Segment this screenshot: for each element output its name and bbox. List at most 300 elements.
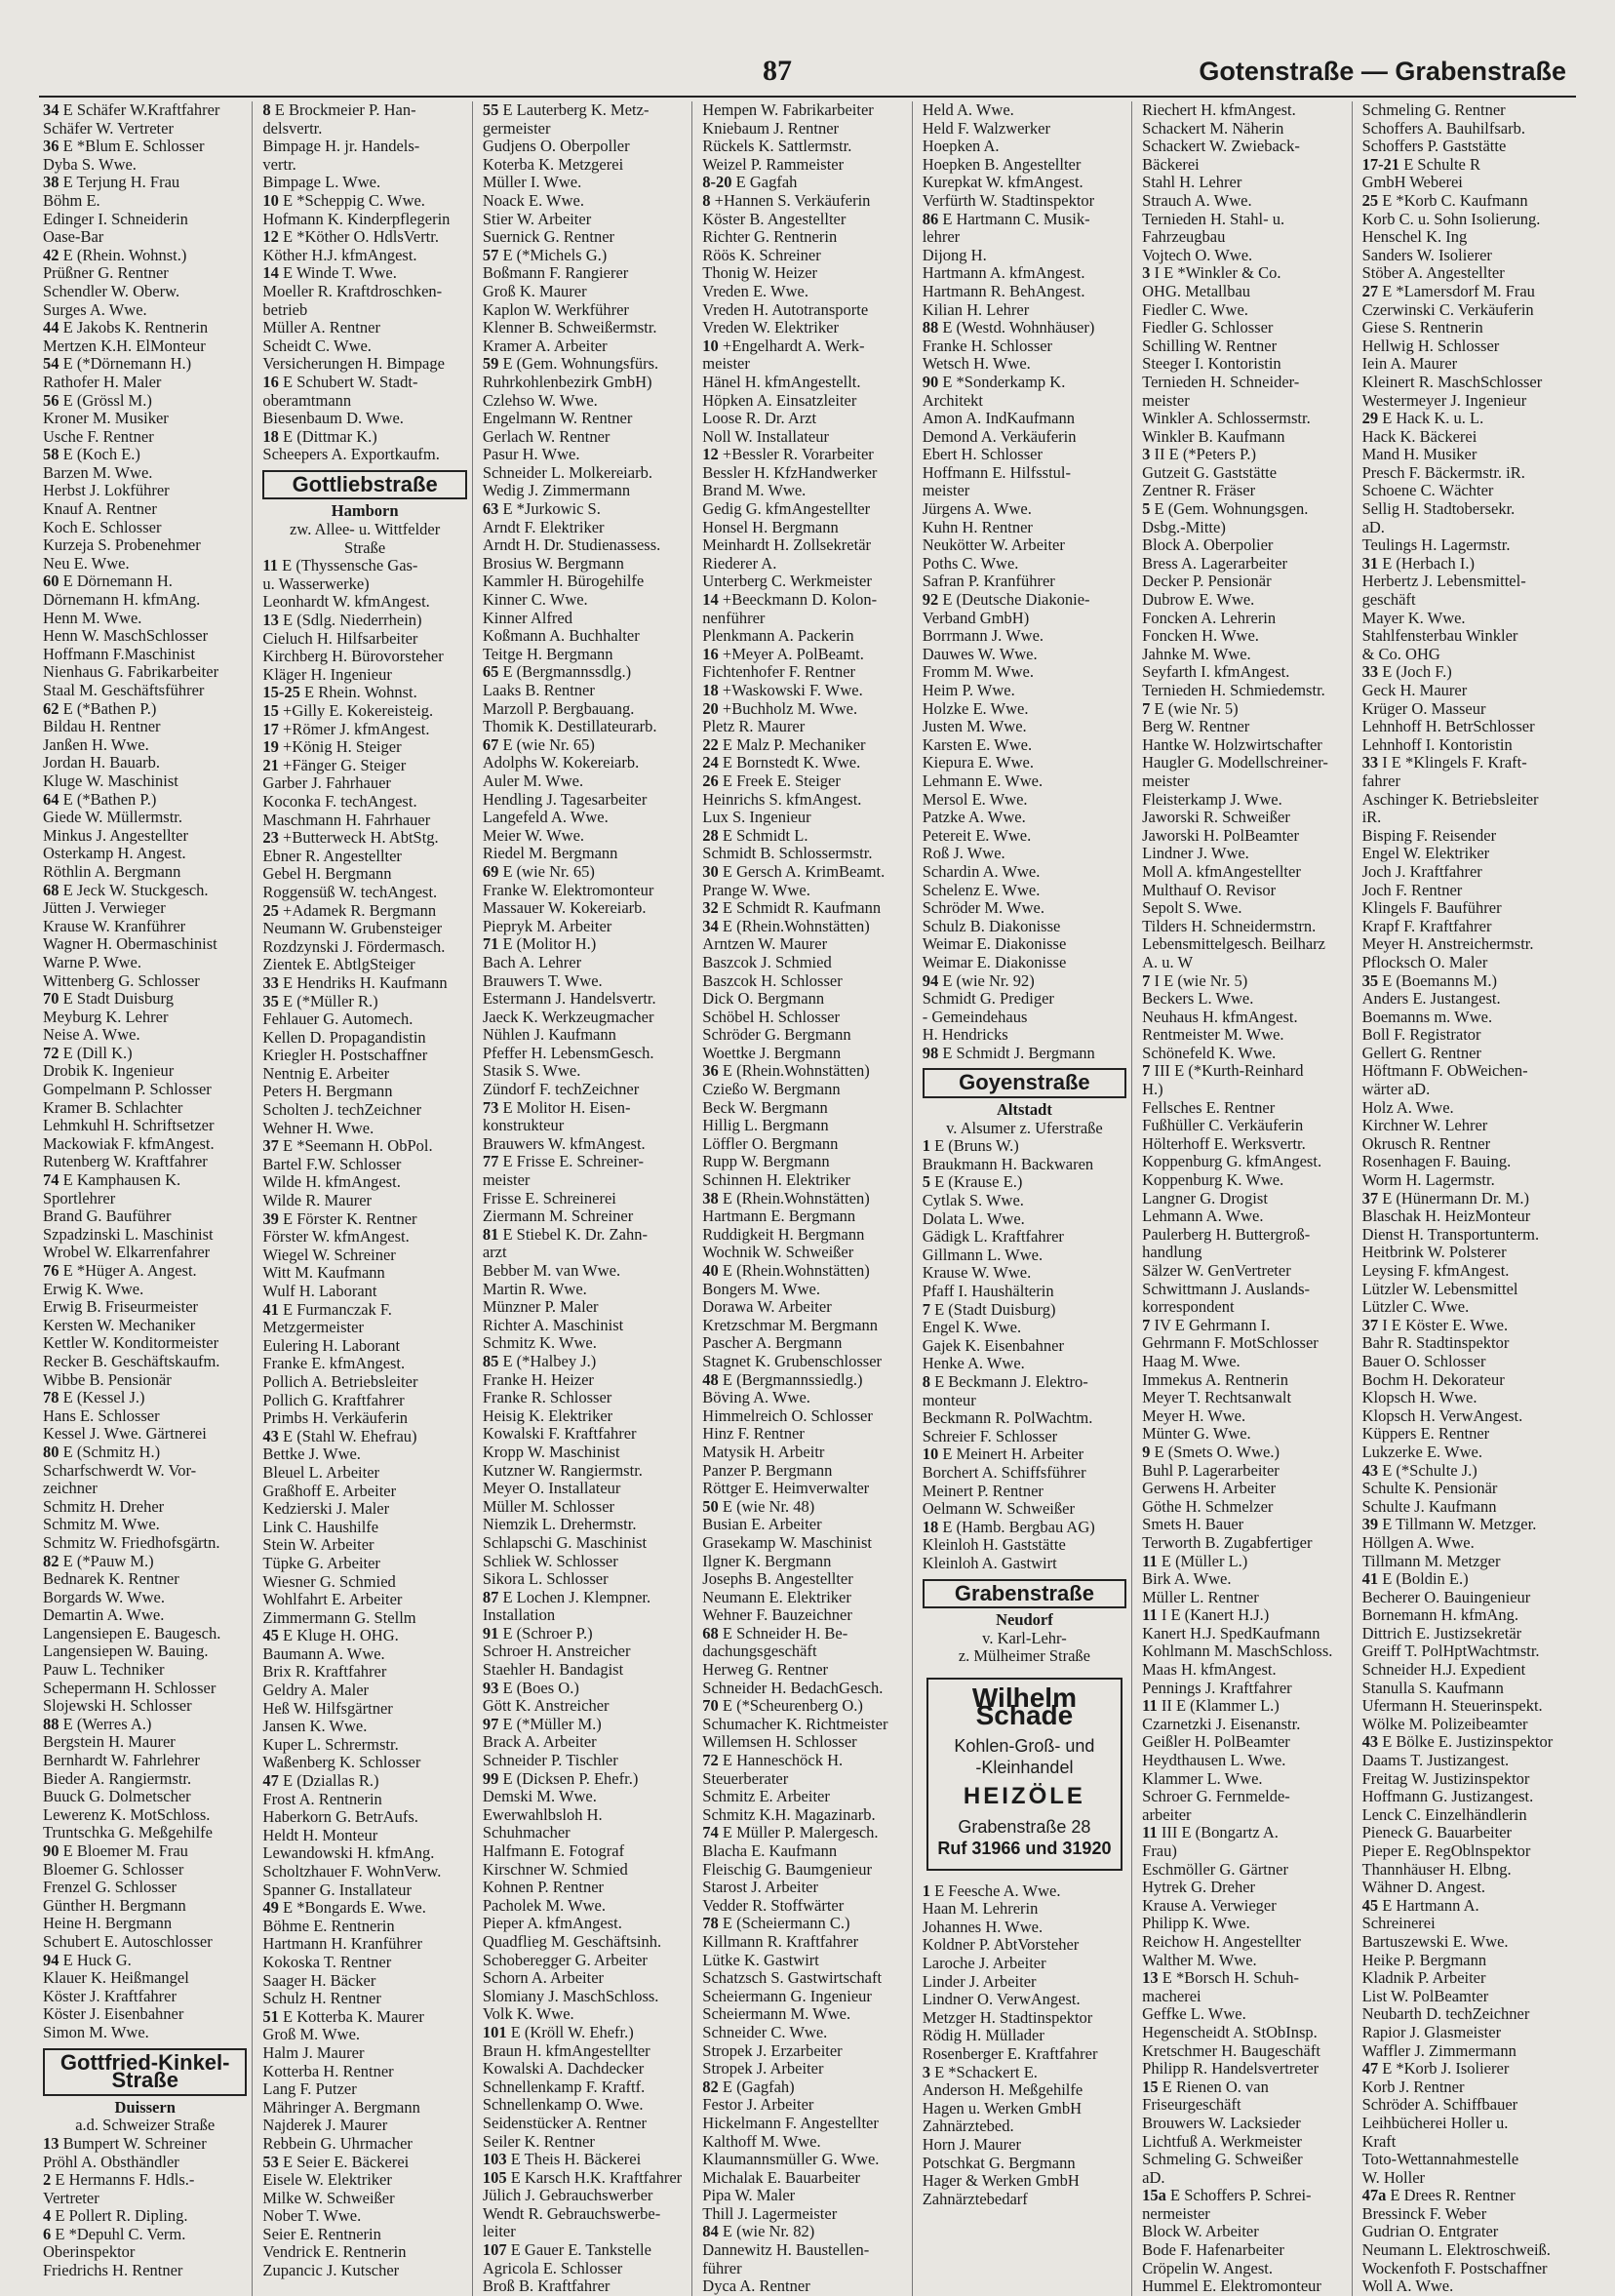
entry-text: E Pollert R. Dipling.	[55, 2206, 188, 2226]
house-number: 71	[482, 934, 499, 954]
house-number: 54	[43, 354, 59, 374]
house-number: 3	[1142, 445, 1151, 464]
entry-text: Wedig J. Zimmermann	[482, 481, 631, 500]
directory-entry	[43, 1281, 247, 1299]
directory-entry	[1142, 374, 1346, 392]
directory-entry	[262, 1972, 466, 1991]
directory-entry	[483, 428, 687, 447]
directory-entry	[43, 1625, 247, 1643]
directory-entry	[262, 702, 466, 721]
entry-text: Koppenburg G. kfmAngest.	[1142, 1152, 1322, 1171]
directory-entry	[1142, 1879, 1346, 1897]
directory-entry	[1362, 1680, 1567, 1698]
entry-text: Bochm H. Dekorateur	[1361, 1369, 1505, 1389]
entry-text: E Bölke E. Justizinspektor	[1382, 1732, 1554, 1752]
entry-text: Wehner F. Bauzeichner	[702, 1605, 852, 1625]
directory-entry	[483, 1879, 687, 1897]
house-number: 11	[1142, 1823, 1158, 1842]
directory-entry	[483, 682, 687, 700]
entry-text: Prange W. Wwe.	[702, 880, 810, 899]
entry-text: Schroer G. Fernmelde-	[1142, 1787, 1290, 1806]
directory-entry	[262, 1010, 466, 1029]
house-number: 77	[482, 1152, 499, 1171]
entry-text: Bumpert W. Schreiner	[62, 2133, 207, 2153]
directory-entry	[483, 1226, 687, 1245]
house-number: 78	[43, 1388, 59, 1407]
directory-entry	[483, 174, 687, 192]
directory-entry	[262, 1519, 466, 1537]
directory-entry	[43, 1099, 247, 1118]
directory-entry	[483, 1009, 687, 1027]
directory-entry	[923, 1428, 1126, 1446]
directory-entry	[923, 1464, 1126, 1483]
house-number: 45	[1361, 1895, 1379, 1915]
entry-text: Wilde H. kfmAngest.	[262, 1172, 401, 1192]
entry-text: Schliek W. Schlosser	[482, 1551, 618, 1570]
house-number: 13	[43, 2133, 59, 2153]
entry-text: Kessel J. Wwe. Gärtnerei	[43, 1424, 207, 1444]
directory-entry	[923, 446, 1126, 464]
entry-text: Pflocksch O. Maler	[1361, 952, 1488, 971]
entry-text: Engel W. Elektriker	[1361, 844, 1490, 863]
directory-entry	[43, 1081, 247, 1099]
directory-entry	[483, 663, 687, 682]
directory-entry	[262, 1392, 466, 1410]
entry-text: Link C. Haushilfe	[262, 1517, 379, 1536]
directory-entry	[262, 2063, 466, 2081]
directory-entry	[483, 935, 687, 954]
entry-text: Willemsen H. Schlosser	[702, 1732, 857, 1752]
directory-entry	[483, 1643, 687, 1661]
directory-column	[483, 101, 692, 2296]
directory-entry	[702, 610, 906, 628]
directory-entry	[1362, 355, 1567, 374]
entry-text: E *Jurkowic S.	[502, 499, 601, 519]
entry-text: E (Molitor H.)	[502, 934, 597, 954]
house-number: 8	[262, 100, 271, 119]
entry-text: aD.	[1361, 517, 1385, 536]
directory-entry	[1362, 2060, 1567, 2078]
directory-entry	[1362, 1444, 1567, 1462]
directory-columns	[43, 100, 1572, 2296]
directory-entry	[483, 1570, 687, 1589]
entry-text: Krapf F. Kraftfahrer	[1361, 916, 1492, 935]
entry-text: +Fänger G. Steiger	[283, 755, 407, 774]
entry-text: Steeger I. Kontoristin	[1142, 354, 1281, 374]
directory-entry	[1142, 1553, 1346, 1571]
directory-entry	[923, 899, 1126, 918]
entry-text: Peters H. Bergmann	[262, 1082, 393, 1101]
directory-entry	[923, 500, 1126, 519]
directory-entry	[702, 990, 906, 1009]
directory-entry	[1142, 1680, 1346, 1698]
entry-text: +Hannen S. Verkäuferin	[714, 190, 871, 210]
directory-entry	[43, 464, 247, 483]
directory-entry	[483, 1171, 687, 1190]
directory-entry	[483, 1553, 687, 1571]
directory-entry	[1362, 319, 1567, 337]
entry-text: Joch F. Rentner	[1361, 880, 1463, 899]
entry-text: Dörnemann H. kfmAng.	[43, 590, 201, 610]
directory-entry	[1142, 1062, 1346, 1081]
directory-entry	[702, 2205, 906, 2224]
house-number: 14	[702, 590, 719, 610]
entry-text: Heinrichs S. kfmAngest.	[702, 789, 862, 809]
entry-text: E Seier E. Bäckerei	[283, 2152, 410, 2171]
entry-text: Heim P. Wwe.	[922, 681, 1015, 699]
directory-entry	[262, 1663, 466, 1682]
entry-text: Paulerberg H. Buttergroß-	[1142, 1224, 1311, 1244]
entry-text: Ewerwahlbsloh H.	[482, 1804, 603, 1824]
entry-text: Hickelmann F. Angestellter	[702, 2113, 879, 2132]
entry-text: Gedig G. kfmAngestellter	[702, 499, 871, 519]
directory-entry	[43, 791, 247, 810]
entry-text: Gött K. Anstreicher	[482, 1696, 610, 1716]
directory-entry	[1142, 536, 1346, 555]
entry-text: Herbertz J. Lebensmittel-	[1361, 572, 1526, 591]
entry-text: meister	[482, 1170, 531, 1190]
entry-text: Friedrichs H. Rentner	[43, 2261, 183, 2280]
entry-text: Krause W. Kranführer	[43, 916, 186, 935]
directory-entry	[43, 1879, 247, 1897]
directory-entry	[43, 700, 247, 719]
street-heading: Grabenstraße	[923, 1579, 1126, 1609]
entry-text: Göthe H. Schmelzer	[1142, 1496, 1274, 1516]
directory-entry	[1362, 935, 1567, 954]
directory-entry	[702, 682, 906, 700]
house-number: 18	[702, 681, 719, 699]
directory-entry	[1362, 120, 1567, 139]
entry-text: Strauch A. Wwe.	[1142, 190, 1252, 210]
entry-text: Pieper A. kfmAngest.	[482, 1914, 622, 1933]
directory-entry	[1142, 718, 1346, 736]
directory-entry	[483, 1062, 687, 1081]
entry-text: E Schneider H. Be-	[722, 1623, 848, 1643]
directory-entry	[923, 610, 1126, 628]
directory-entry	[923, 555, 1126, 574]
directory-entry	[43, 1553, 247, 1571]
entry-text: Heß W. Hilfsgärtner	[262, 1698, 393, 1718]
directory-entry	[702, 1045, 906, 1063]
entry-text: E Feesche A. Wwe.	[934, 1880, 1061, 1900]
entry-text: Joch J. Kraftfahrer	[1361, 861, 1482, 881]
district-name: Hamborn	[331, 501, 399, 521]
entry-text: Jordan H. Bauarb.	[43, 753, 161, 772]
entry-text: E Kluge H. OHG.	[283, 1626, 399, 1645]
entry-text: Fellsches E. Rentner	[1142, 1097, 1276, 1117]
entry-text: Fußhüller C. Verkäuferin	[1142, 1116, 1304, 1135]
directory-entry	[923, 1392, 1126, 1410]
directory-entry	[483, 1516, 687, 1534]
directory-entry	[923, 646, 1126, 664]
directory-entry	[1362, 1969, 1567, 1988]
directory-entry	[702, 374, 906, 392]
house-number: 23	[262, 828, 279, 848]
house-number: 3	[1142, 263, 1151, 283]
entry-text: E (Krause E.)	[934, 1172, 1023, 1192]
entry-text: Cytlak S. Wwe.	[922, 1191, 1024, 1210]
directory-entry	[923, 2172, 1126, 2191]
directory-entry	[43, 1897, 247, 1916]
directory-entry	[262, 902, 466, 921]
directory-entry	[1362, 1589, 1567, 1607]
entry-text: E *Korb J. Isolierer	[1382, 2059, 1510, 2078]
entry-text: Moll A. kfmAngestellter	[1142, 861, 1301, 881]
directory-entry	[702, 1407, 906, 1426]
entry-text: Schulz H. Rentner	[262, 1989, 381, 2008]
directory-entry	[923, 1009, 1126, 1027]
entry-text: E Malz P. Mechaniker	[722, 734, 866, 754]
entry-text: Primbs H. Verkäuferin	[262, 1408, 409, 1428]
directory-entry	[43, 337, 247, 356]
house-number: 99	[482, 1768, 499, 1788]
entry-text: Bongers M. Wwe.	[702, 1279, 820, 1298]
directory-entry	[483, 1915, 687, 1933]
directory-entry	[702, 1879, 906, 1897]
entry-text: Wockenfoth F. Postschaffner	[1361, 2258, 1548, 2277]
entry-text: Anders E. Justangest.	[1361, 989, 1501, 1009]
directory-entry	[702, 1806, 906, 1825]
directory-entry	[1142, 1117, 1346, 1135]
entry-text: Fleisterkamp J. Wwe.	[1142, 789, 1282, 809]
directory-entry	[1362, 301, 1567, 320]
directory-entry	[43, 1969, 247, 1988]
entry-text: E Theis H. Bäckerei	[510, 2150, 642, 2169]
directory-entry	[262, 956, 466, 974]
directory-entry	[483, 954, 687, 972]
entry-text: Petereit E. Wwe.	[922, 825, 1032, 845]
directory-entry	[1362, 1281, 1567, 1299]
directory-entry	[1142, 2241, 1346, 2260]
entry-text: Gebel H. Bergmann	[262, 864, 392, 884]
entry-text: Pollich A. Betriebsleiter	[262, 1371, 418, 1391]
directory-entry	[262, 1047, 466, 1065]
directory-entry	[1362, 536, 1567, 555]
entry-text: Kellen D. Propagandistin	[262, 1027, 426, 1047]
entry-text: Fiedler G. Schlosser	[1142, 318, 1274, 337]
house-number: 76	[43, 1261, 59, 1280]
entry-text: Brand G. Bauführer	[43, 1207, 172, 1226]
entry-text: Okrusch R. Rentner	[1361, 1133, 1491, 1153]
entry-text: E (wie Nr. 92)	[942, 970, 1035, 990]
directory-entry	[1362, 1643, 1567, 1661]
house-number: 72	[43, 1043, 59, 1062]
directory-entry	[43, 736, 247, 755]
directory-entry	[1362, 1480, 1567, 1498]
directory-entry	[262, 1120, 466, 1138]
directory-entry	[1362, 663, 1567, 682]
entry-text: Borchert A. Schiffsführer	[922, 1462, 1086, 1482]
directory-entry	[1362, 2024, 1567, 2042]
directory-entry	[43, 1806, 247, 1825]
entry-text: E (Bergmannssdlg.)	[502, 662, 632, 682]
entry-text: Gellert G. Rentner	[1361, 1043, 1481, 1062]
entry-text: Karsten E. Wwe.	[922, 734, 1033, 754]
house-number: 36	[43, 137, 59, 156]
entry-text: Nienhaus G. Fabrikarbeiter	[43, 662, 219, 682]
entry-text: meister	[1142, 390, 1190, 410]
directory-entry	[262, 1754, 466, 1772]
entry-text: Lindner J. Wwe.	[1142, 844, 1249, 863]
directory-entry	[483, 1897, 687, 1916]
directory-entry	[1142, 1353, 1346, 1371]
directory-entry	[1142, 2260, 1346, 2278]
directory-entry	[483, 500, 687, 519]
entry-text: Volk K. Wwe.	[482, 2004, 574, 2024]
entry-text: Tilders H. Schneidermstrn.	[1142, 916, 1317, 935]
entry-text: iR.	[1361, 808, 1382, 827]
directory-entry	[1142, 663, 1346, 682]
directory-entry	[43, 1062, 247, 1081]
entry-text: E Gersch A. KrimBeamt.	[722, 861, 886, 881]
directory-entry	[262, 829, 466, 848]
entry-text: Schröder M. Wwe.	[922, 898, 1044, 918]
directory-entry	[43, 972, 247, 991]
directory-entry	[262, 1137, 466, 1156]
directory-entry	[43, 1697, 247, 1716]
directory-entry	[43, 120, 247, 139]
entry-text: Braun H. kfmAngestellter	[482, 2040, 650, 2060]
directory-entry	[1362, 283, 1567, 301]
directory-entry	[483, 1099, 687, 1118]
directory-entry	[262, 174, 466, 192]
entry-text: Czlehso W. Wwe.	[482, 390, 598, 410]
entry-text: Gehrmann F. MotSchlosser	[1142, 1333, 1319, 1353]
entry-text: Schröder G. Bergmann	[702, 1025, 851, 1045]
directory-entry	[1362, 337, 1567, 356]
directory-entry	[43, 228, 247, 247]
entry-text: Bisping F. Reisender	[1361, 825, 1497, 845]
entry-text: Ruddigkeit H. Bergmann	[702, 1224, 865, 1244]
entry-text: Demski M. Wwe.	[482, 1787, 597, 1806]
directory-entry	[702, 1099, 906, 1118]
directory-entry	[702, 591, 906, 610]
directory-entry	[1142, 464, 1346, 483]
entry-text: Bimpage H. jr. Handels-	[262, 137, 420, 156]
directory-entry	[923, 337, 1126, 356]
directory-entry	[1362, 1389, 1567, 1407]
entry-text: Gerwens H. Arbeiter	[1142, 1479, 1277, 1498]
directory-entry	[1362, 2205, 1567, 2224]
entry-text: Krüger O. Masseur	[1361, 698, 1486, 718]
entry-text: Schlapschi G. Maschinist	[482, 1532, 648, 1552]
entry-text: Thomik K. Destillateurarb.	[482, 717, 657, 736]
directory-entry	[702, 2151, 906, 2169]
entry-text: Mand H. Musiker	[1361, 445, 1477, 464]
street-extent: v. Karl-Lehr-	[982, 1628, 1067, 1647]
entry-text: Linder J. Arbeiter	[922, 1971, 1037, 1991]
directory-entry	[43, 1589, 247, 1607]
running-head: Gotenstraße — Grabenstraße	[1199, 57, 1566, 86]
house-number: 87	[482, 1587, 499, 1606]
directory-entry	[702, 954, 906, 972]
directory-entry	[262, 138, 466, 156]
ad-line: -Kleinhandel	[975, 1758, 1074, 1778]
entry-text: Cröpelin W. Angest.	[1142, 2258, 1273, 2277]
directory-entry	[702, 1462, 906, 1481]
entry-text: E Hermanns F. Hdls.-	[55, 2170, 195, 2190]
directory-entry	[702, 1371, 906, 1390]
entry-text: Noack E. Wwe.	[482, 190, 584, 210]
house-number: 36	[702, 1061, 719, 1081]
entry-text: Blaschak H. HeizMonteur	[1361, 1207, 1531, 1226]
house-number: 34	[702, 916, 719, 935]
directory-entry	[483, 446, 687, 464]
directory-entry	[1142, 827, 1346, 846]
directory-entry	[702, 1933, 906, 1952]
entry-text: E (Boes O.)	[502, 1678, 579, 1697]
entry-text: Vreden E. Wwe.	[702, 281, 808, 300]
entry-text: Staal M. Geschäftsführer	[43, 681, 205, 699]
entry-text: E Bornstedt K. Wwe.	[722, 753, 861, 772]
house-number: 40	[702, 1261, 719, 1280]
entry-text: E Schoffers P. Schrei-	[1170, 2186, 1312, 2205]
entry-text: E Hartmann C. Musik-	[942, 209, 1090, 228]
directory-entry	[702, 1444, 906, 1462]
house-number: 35	[1361, 970, 1379, 990]
entry-text: Kalthoff M. Wwe.	[702, 2131, 821, 2151]
directory-entry	[1362, 754, 1567, 772]
house-number: 103	[482, 2150, 507, 2169]
directory-entry	[1142, 1697, 1346, 1716]
entry-text: Birk A. Wwe.	[1142, 1569, 1232, 1589]
entry-text: meister	[702, 354, 750, 374]
entry-text: Held F. Walzwerker	[922, 118, 1050, 138]
entry-text: Hack K. Bäckerei	[1361, 426, 1477, 446]
entry-text: Baszcok J. Schmied	[702, 952, 832, 971]
entry-text: Klopsch H. Wwe.	[1361, 1388, 1477, 1407]
entry-text: Kinner C. Wwe.	[482, 590, 588, 610]
entry-text: Dorawa W. Arbeiter	[702, 1297, 832, 1317]
directory-entry	[43, 1207, 247, 1226]
entry-text: E Schmidt L.	[722, 825, 808, 845]
entry-text: Spanner G. Installateur	[262, 1880, 412, 1899]
directory-entry	[1142, 863, 1346, 882]
house-number: 51	[262, 2006, 279, 2026]
directory-entry	[262, 974, 466, 993]
house-number: 18	[922, 1517, 939, 1536]
directory-entry	[43, 1389, 247, 1407]
entry-text: Stagnet K. Grubenschlosser	[702, 1351, 883, 1370]
entry-text: Pletz R. Maurer	[702, 717, 806, 736]
directory-entry	[1142, 1897, 1346, 1916]
directory-entry	[1362, 374, 1567, 392]
directory-entry	[702, 1625, 906, 1643]
directory-entry	[483, 301, 687, 320]
directory-entry	[483, 863, 687, 882]
directory-entry	[923, 392, 1126, 411]
entry-text: E (Bruns W.)	[934, 1136, 1019, 1156]
directory-entry	[702, 700, 906, 719]
entry-text: Buuck G. Dolmetscher	[43, 1787, 191, 1806]
directory-entry	[43, 990, 247, 1009]
entry-text: Matysik H. Arbeitr	[702, 1442, 825, 1461]
entry-text: Wilde R. Maurer	[262, 1191, 373, 1210]
directory-entry	[483, 610, 687, 628]
entry-text: nermeister	[1142, 2203, 1210, 2223]
entry-text: wärter aD.	[1361, 1080, 1431, 1099]
directory-entry	[43, 392, 247, 411]
directory-entry	[702, 464, 906, 483]
entry-text: E Lauterberg K. Metz-	[502, 100, 650, 119]
entry-text: Kramer B. Schlachter	[43, 1097, 183, 1117]
entry-text: Klaumannsmüller G. Wwe.	[702, 2150, 880, 2169]
entry-text: E *Hüger A. Angest.	[62, 1261, 197, 1280]
directory-entry	[262, 337, 466, 356]
entry-text: E (Gagfah)	[722, 2077, 795, 2096]
entry-text: Weimar E. Diakonisse	[922, 952, 1067, 971]
entry-text: Fromm M. Wwe.	[922, 662, 1034, 682]
